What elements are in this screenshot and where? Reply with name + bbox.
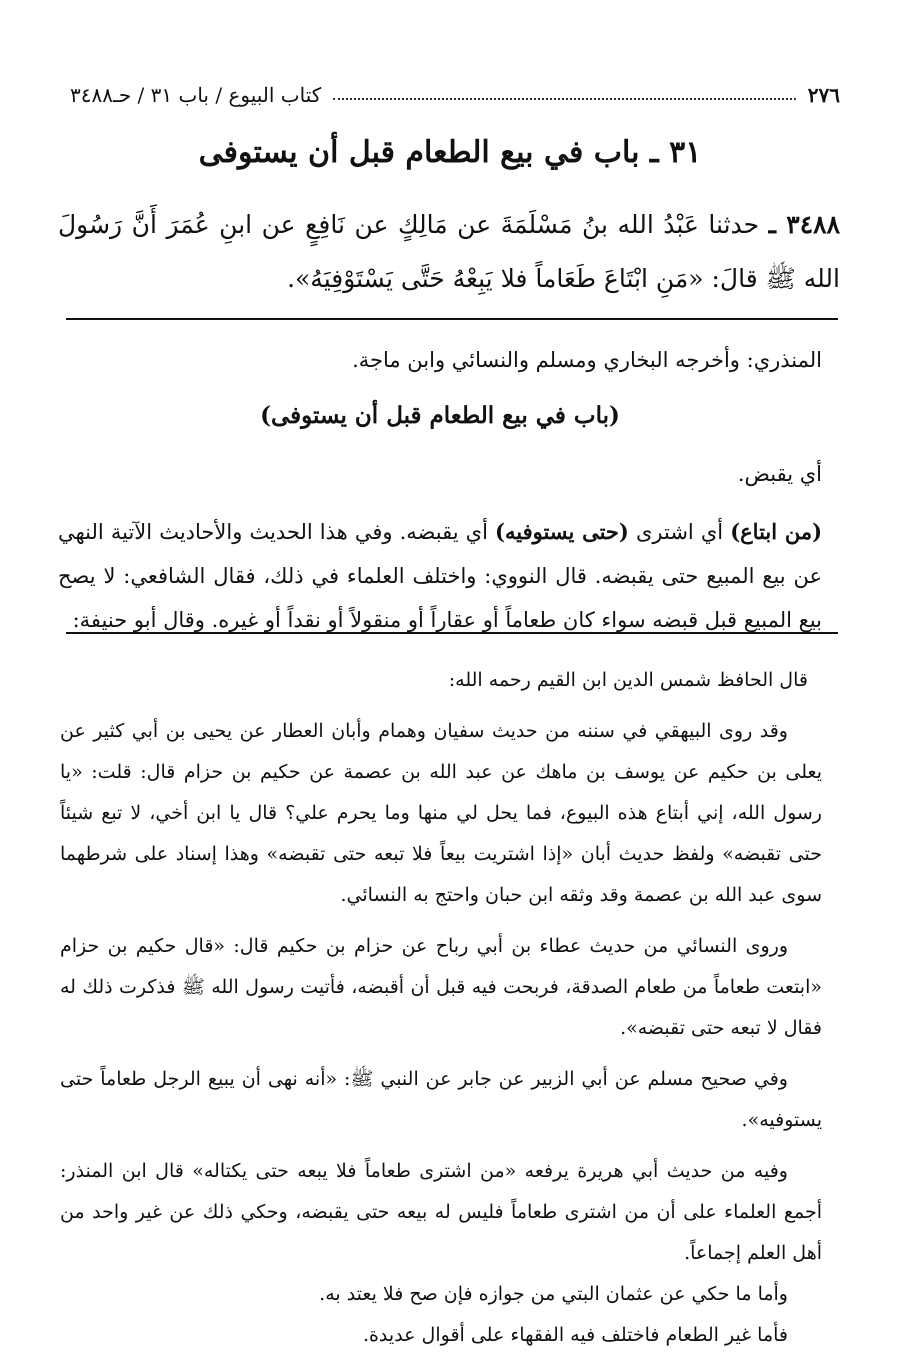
footnote-divider — [66, 632, 838, 634]
chapter-title: ٣١ ـ باب في بيع الطعام قبل أن يستوفى — [198, 135, 702, 170]
gloss-paragraph — [58, 510, 822, 642]
hadith-number: ٣٤٨٨ ـ — [768, 210, 840, 239]
note-paragraph: وروى النسائي من حديث عطاء بن أبي رباح عن حزام بن حكيم قال: «قال حكيم بن حزام «ابتعت طعاماً من طعام الصدقة، فربحت فيه قبل أن أقبضه، فأتيت رسول الله ﷺ فذكرت ذلك له فقال لا تبعه حتى تقبضه». — [60, 935, 822, 1039]
hadith-text-block — [58, 198, 840, 306]
gloss-text: أي اشترى — [628, 520, 731, 544]
note-paragraph: فأما غير الطعام فاختلف فيه الفقهاء على أقوال عديدة. — [362, 1324, 788, 1346]
running-title: كتاب البيوع / باب ٣١ / حـ٣٤٨٨ — [70, 83, 322, 107]
gloss-term: (حتى يستوفيه) — [495, 519, 629, 544]
note-paragraph: وأما ما حكي عن عثمان البتي من جوازه فإن صح فلا يعتد به. — [319, 1283, 788, 1305]
header-dot-leader — [333, 98, 796, 100]
page-number: ٢٧٦ — [807, 83, 840, 107]
hadith-text: حدثنا عَبْدُ الله بنُ مَسْلَمَةَ عن مَالِكٍ عن نَافِعٍ عن ابنِ عُمَرَ أَنَّ رَسُولَ الله ﷺ قالَ: «مَنِ ابْتَاعَ طَعَاماً فلا يَبِعْهُ حَتَّى يَسْتَوْفِيَهُ». — [58, 210, 840, 293]
note-paragraph: وقد روى البيهقي في سننه من حديث سفيان وهمام وأبان العطار عن يحيى بن أبي كثير عن يعلى بن حكيم عن يوسف بن ماهك عن عبد الله بن عصمة عن حكيم بن حزام قال: قلت: «يا رسول الله، إني أبتاع هذه البيوع، فما يحل لي منها وما يحرم علي؟ قال يا ابن أخي، لا تبع شيئاً حتى تقبضه» ولفظ حديث أبان «إذا اشتريت بيعاً فلا تبعه حتى تقبضه» وهذا إسناد على شرطهما سوى عبد الله بن عصمة وقد وثقه ابن حبان واحتج به النسائي. — [60, 720, 822, 906]
mundhiri-note: المنذري: وأخرجه البخاري ومسلم والنسائي وابن ماجة. — [352, 348, 822, 372]
commentary-block — [58, 338, 822, 642]
gloss-text: أي يقبضه. وفي هذا الحديث والأحاديث الآتية النهي عن بيع المبيع حتى يقبضه. قال النووي: واختلف العلماء في ذلك، فقال الشافعي: لا يصح بيع المبيع قبل قبضه سواء كان طعاماً أو عقاراً أو منقولاً أو نقداً أو غيره. وقال أبو حنيفة: — [58, 520, 822, 632]
section-divider — [66, 318, 838, 320]
note-paragraph: وفيه من حديث أبي هريرة يرفعه «من اشترى طعاماً فلا يبعه حتى يكتاله» قال ابن المنذر: أجمع العلماء على أن من اشترى طعاماً فليس له بيعه حتى يقبضه، وحكي ذلك عن غير واحد من أهل العلم إجماعاً. — [60, 1160, 822, 1264]
gloss-line: أي يقبض. — [737, 462, 822, 486]
commentary-sub-heading: (باب في بيع الطعام قبل أن يستوفى) — [260, 402, 620, 429]
gloss-term: (من ابتاع) — [730, 519, 823, 544]
note-paragraph: وفي صحيح مسلم عن أبي الزبير عن جابر عن النبي ﷺ: «أنه نهى أن يبيع الرجل طعاماً حتى يستوفيه». — [60, 1068, 822, 1131]
note-intro: قال الحافظ شمس الدين ابن القيم رحمه الله: — [448, 669, 808, 691]
running-header — [70, 80, 840, 110]
ibn-qayyim-notes — [60, 660, 822, 1356]
